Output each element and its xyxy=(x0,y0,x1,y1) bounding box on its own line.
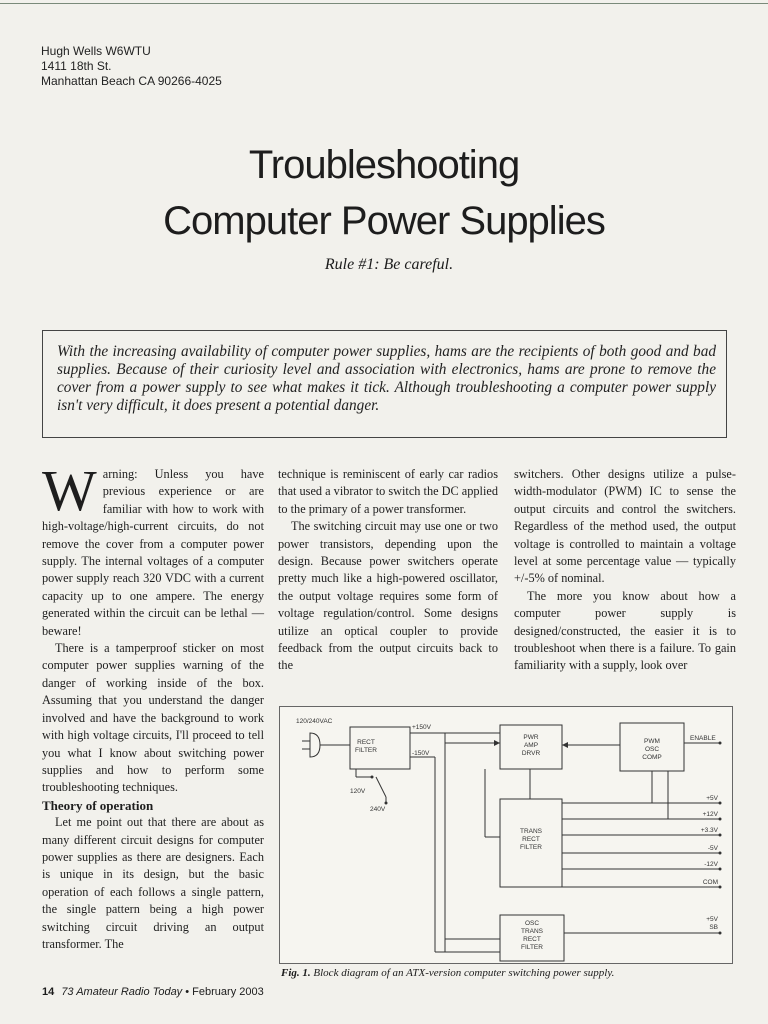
author-street: 1411 18th St. xyxy=(41,59,112,73)
section-heading: Theory of operation xyxy=(42,797,154,813)
trans-line3: FILTER xyxy=(520,844,542,851)
output-label: +12V xyxy=(702,811,718,818)
minus150-label: -150V xyxy=(412,750,430,757)
column-1 xyxy=(42,458,264,953)
pwm-line3: COMP xyxy=(642,754,662,761)
output-label: COM xyxy=(702,879,718,886)
standby-label-1: +5V xyxy=(706,916,718,923)
author-name: Hugh Wells W6WTU xyxy=(41,44,151,58)
paragraph: technique is reminiscent of early car radios that used a vibrator to switch the DC applied to the primary of a power transformer. xyxy=(278,467,498,516)
caption-text: Block diagram of an ATX-version computer switching power supply. xyxy=(313,967,615,979)
osc-trans-line2: TRANS xyxy=(520,928,544,935)
figure-caption xyxy=(281,967,614,979)
abstract-box: With the increasing availability of computer power supplies, hams are the recipients of both good and bad supplies. Because of their curiosity level and association with electronics, hams are prone to remove the cover from a power supply to see what makes it tick. Although troubleshooting a computer power supply isn't very difficult, it does present a potential danger. xyxy=(42,330,727,438)
paragraph: There is a tamperproof sticker on most computer power supplies warning of the danger of working inside of the box. Assuming that you understand the danger involved and have the background to work with high voltage circuits, I'll proceed to tell you what I know about switching power supplies and how to perform some troubleshooting techniques. xyxy=(42,641,264,795)
osc-trans-line4: FILTER xyxy=(521,944,543,951)
pwm-line1: PWM xyxy=(644,738,660,745)
v240-label: 240V xyxy=(370,806,386,813)
osc-trans-line1: OSC xyxy=(524,920,540,927)
top-rule xyxy=(0,3,768,4)
drop-cap: W xyxy=(42,458,97,523)
title-line-1: Troubleshooting xyxy=(248,143,520,187)
trans-line1: TRANS xyxy=(519,828,543,835)
output-label: -12V xyxy=(704,861,718,868)
paragraph: The switching circuit may use one or two power transistors, depending upon the design. Because power switchers operate pretty much like a high-powered oscillator, the output voltage requires some form of voltage regulation/control. Some designs utilize an optical coupler to provide feedback from the output circuits back to the xyxy=(278,519,498,673)
issue-date: February 2003 xyxy=(192,986,264,998)
paragraph: switchers. Other designs utilize a pulse-width-modulator (PWM) IC to sense the output circuits and control the switchers. Regardless of the method used, the output voltage is controlled to maintain a voltage level at some percentage value — typically +/-5% of nominal. xyxy=(514,467,736,586)
title-line-2: Computer Power Supplies xyxy=(163,199,605,243)
pwr-amp-line2: AMP xyxy=(523,742,539,749)
enable-label: ENABLE xyxy=(690,735,716,742)
page-footer xyxy=(42,986,264,998)
input-voltage-label: 120/240VAC xyxy=(296,718,333,725)
pwr-amp-line3: DRVR xyxy=(521,750,541,757)
article-title xyxy=(0,137,768,249)
output-label: -5V xyxy=(707,845,718,852)
output-label: +3.3V xyxy=(700,827,718,834)
output-label: +5V xyxy=(706,795,718,802)
paragraph xyxy=(42,458,264,640)
trans-line2: RECT xyxy=(522,836,540,843)
article-subtitle: Rule #1: Be careful. xyxy=(324,256,454,273)
block-diagram xyxy=(280,707,734,965)
plus150-label: +150V xyxy=(412,724,431,731)
author-block xyxy=(41,44,222,89)
rect-filter-line2: FILTER xyxy=(355,747,377,754)
caption-label: Fig. 1. xyxy=(281,967,311,979)
publication-name: 73 Amateur Radio Today xyxy=(61,986,183,998)
block-diagram-figure xyxy=(279,706,733,964)
author-city: Manhattan Beach CA 90266-4025 xyxy=(41,74,222,88)
paragraph: Let me point out that there are about as many different circuit designs for computer power supplies as there are designers. Each is unique in its design, but the basic operation of each follows a single pattern, the single pattern being a high power switching circuit driving an output transformer. The xyxy=(42,815,264,951)
paragraph: The more you know about how a computer power supply is designed/constructed, the easier it is to troubleshoot when there is a failure. To gain familiarity with a supply, look over xyxy=(514,588,736,673)
pwm-line2: OSC xyxy=(644,746,660,753)
pwr-amp-line1: PWR xyxy=(523,734,539,741)
column-2 xyxy=(278,466,498,675)
v120-label: 120V xyxy=(350,788,366,795)
osc-trans-line3: RECT xyxy=(523,936,541,943)
footer-bullet: • xyxy=(185,986,190,998)
rect-filter-line1: RECT xyxy=(357,739,375,746)
standby-label-2: SB xyxy=(709,924,718,931)
page-number: 14 xyxy=(42,986,55,998)
plug-icon xyxy=(310,733,320,757)
trans-rect-filter-block xyxy=(500,799,562,887)
paragraph-text: arning: Unless you have previous experience or are familiar with how to work with high-voltage/high-current circuits, do not remove the cover from a computer power supply. The internal voltages of a computer power supply reach 320 VDC with a current capacity up to one ampere. The energy generated within the circuit can be lethal — beware! xyxy=(42,467,264,638)
column-3 xyxy=(514,466,736,675)
